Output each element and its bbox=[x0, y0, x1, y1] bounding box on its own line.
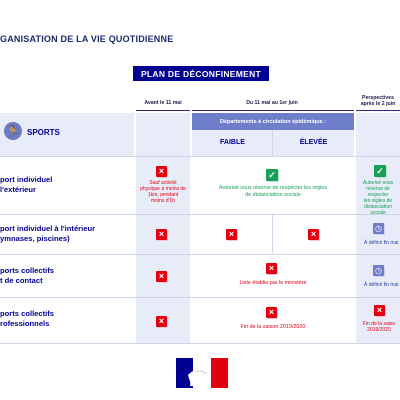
note-line: les règles de bbox=[363, 198, 393, 204]
row-label-line: rofessionnels bbox=[0, 318, 50, 328]
header-rule-period bbox=[192, 110, 354, 111]
period-note: Liste établie par le ministère bbox=[239, 280, 307, 286]
clock-icon: ◷ bbox=[373, 265, 384, 276]
note-line: Autorisé sous réserve de respecter les règles bbox=[218, 185, 328, 191]
subheader-high: ÉLEVÉE bbox=[299, 139, 328, 146]
plan-title: PLAN DE DÉCONFINEMENT bbox=[133, 66, 269, 81]
after-note: À définir fin mai bbox=[364, 240, 399, 246]
row-label-line: ports collectifs bbox=[0, 309, 55, 318]
note-line: Autorisé sous bbox=[362, 180, 394, 186]
cross-icon: × bbox=[156, 229, 167, 240]
column-header-after bbox=[356, 95, 400, 107]
row-separator bbox=[0, 254, 400, 255]
running-icon: 🏃 bbox=[4, 122, 22, 140]
note-line: physique à moins de bbox=[140, 186, 186, 192]
column-header-after-line1: Perspectives bbox=[361, 95, 394, 101]
cross-icon: × bbox=[308, 229, 319, 240]
subheader-low: FAIBLE bbox=[220, 139, 245, 146]
after-note: À définir fin mai bbox=[364, 282, 399, 288]
column-header-before: Avant le 11 mai bbox=[144, 100, 182, 106]
header-rule-after bbox=[356, 110, 400, 111]
republique-francaise-logo bbox=[176, 358, 228, 388]
column-header-after-line2: après le 2 juin bbox=[360, 101, 396, 107]
after-note bbox=[358, 321, 400, 333]
row-separator bbox=[0, 214, 400, 215]
cross-icon: × bbox=[266, 307, 277, 318]
cross-icon: × bbox=[226, 229, 237, 240]
before-note bbox=[136, 180, 190, 204]
cross-icon: × bbox=[374, 305, 385, 316]
column-divider bbox=[272, 215, 273, 253]
note-line: 2019/2020 bbox=[367, 327, 391, 333]
clock-icon: ◷ bbox=[373, 223, 384, 234]
section-title: GANISATION DE LA VIE QUOTIDIENNE bbox=[0, 34, 240, 44]
note-line: Fin de la saiso bbox=[362, 321, 396, 327]
cross-icon: × bbox=[156, 316, 167, 327]
row-label-line: ymnases, piscines) bbox=[0, 233, 70, 243]
note-line: Sauf activité bbox=[149, 180, 177, 186]
epidemic-subheader: Départements à circulation épidémique : bbox=[192, 113, 354, 130]
check-icon: ✓ bbox=[266, 169, 278, 181]
row-label-line: t de contact bbox=[0, 275, 43, 285]
period-note: Fin de la saison 2019/2020 bbox=[240, 324, 306, 330]
column-divider bbox=[272, 130, 273, 156]
note-line: de distanciation sociale bbox=[245, 191, 301, 198]
check-icon: ✓ bbox=[374, 165, 386, 177]
cross-icon: × bbox=[156, 271, 167, 282]
row-label bbox=[0, 309, 54, 328]
period-note bbox=[192, 185, 354, 198]
row-label bbox=[0, 224, 95, 243]
before-column-shade bbox=[136, 113, 190, 343]
cross-icon: × bbox=[156, 166, 167, 177]
note-line: 1km, pendant bbox=[147, 192, 179, 198]
category-label: SPORTS bbox=[27, 128, 60, 137]
note-line: réserve de respecter bbox=[366, 186, 390, 198]
row-label-line: port individuel bbox=[0, 175, 53, 184]
after-note bbox=[356, 180, 400, 216]
row-label bbox=[0, 266, 54, 285]
row-label-line: l'extérieur bbox=[0, 184, 36, 194]
row-label bbox=[0, 175, 52, 194]
note-line: moins d'1h bbox=[150, 198, 176, 204]
row-separator bbox=[0, 343, 400, 344]
cross-icon: × bbox=[266, 263, 277, 274]
note-line: distanciation sociale bbox=[364, 204, 392, 216]
row-label-line: port individuel à l'intérieur bbox=[0, 224, 96, 233]
top-bar bbox=[0, 0, 400, 6]
row-separator bbox=[0, 156, 400, 157]
header-rule-before bbox=[136, 110, 190, 111]
row-separator bbox=[0, 297, 400, 298]
row-label-line: ports collectifs bbox=[0, 266, 55, 275]
column-header-period: Du 11 mai au 1er juin bbox=[246, 100, 298, 106]
